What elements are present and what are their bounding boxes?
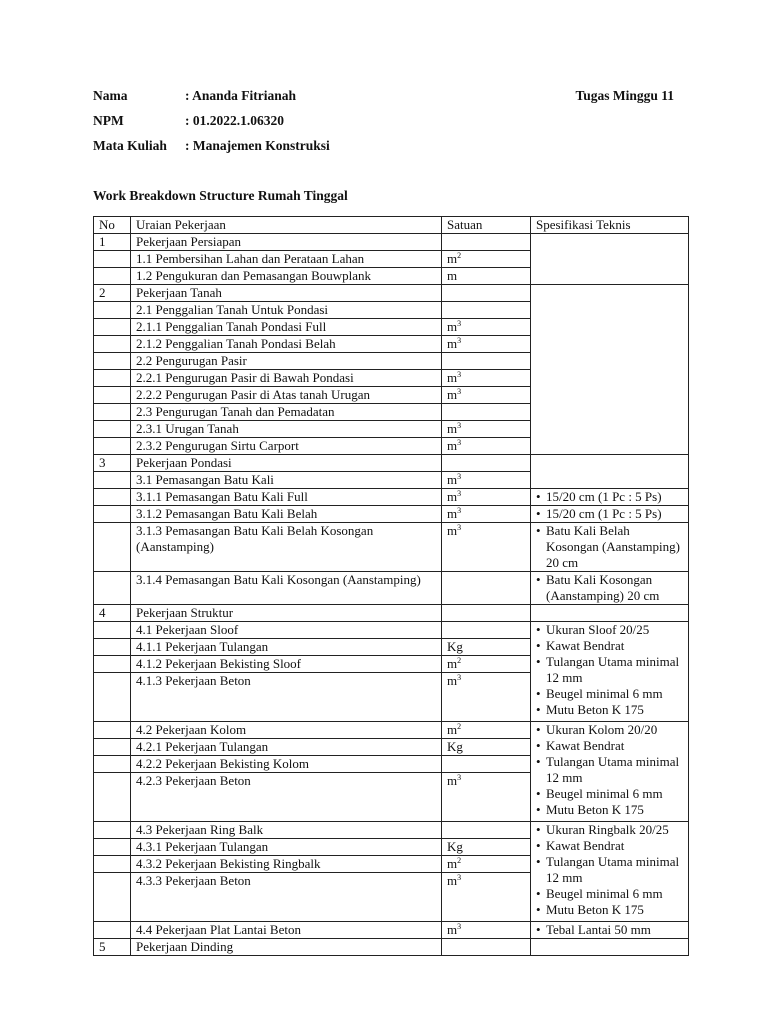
spec-item: • Beugel minimal 6 mm [536, 886, 683, 902]
cell-satuan [442, 421, 531, 438]
cell-no [94, 739, 131, 756]
cell-uraian: 2.2 Pengurugan Pasir [131, 353, 442, 370]
cell-uraian: 4.1.2 Pekerjaan Bekisting Sloof [131, 656, 442, 673]
unit-text: m [447, 472, 458, 487]
cell-satuan [442, 387, 531, 404]
cell-satuan [442, 472, 531, 489]
cell-no [94, 756, 131, 773]
spec-list [536, 489, 683, 505]
name-value: : Ananda Fitrianah [185, 88, 297, 103]
cell-satuan [442, 319, 531, 336]
table-row [94, 722, 689, 739]
cell-satuan [442, 622, 531, 639]
spec-list [536, 523, 683, 571]
cell-spesifikasi [531, 622, 689, 722]
cell-no [94, 722, 131, 739]
cell-spesifikasi [531, 939, 689, 956]
spec-item: • Mutu Beton K 175 [536, 902, 683, 918]
cell-no [94, 839, 131, 856]
cell-uraian: 3.1.3 Pemasangan Batu Kali Belah Kosongan (Aanstamping) [131, 523, 442, 572]
cell-satuan [442, 839, 531, 856]
column-header-satuan: Satuan [442, 217, 531, 234]
cell-satuan [442, 251, 531, 268]
cell-uraian: 4.3.2 Pekerjaan Bekisting Ringbalk [131, 856, 442, 873]
cell-uraian: 4.4 Pekerjaan Plat Lantai Beton [131, 922, 442, 939]
cell-uraian: 4.2 Pekerjaan Kolom [131, 722, 442, 739]
cell-satuan [442, 639, 531, 656]
cell-satuan [442, 370, 531, 387]
cell-satuan [442, 455, 531, 472]
unit-text: m [447, 722, 458, 737]
cell-uraian: 2.1 Penggalian Tanah Untuk Pondasi [131, 302, 442, 319]
cell-uraian: 4.2.3 Pekerjaan Beton [131, 773, 442, 822]
unit-text: Kg [447, 839, 463, 854]
cell-no: 4 [94, 605, 131, 622]
table-row [94, 506, 689, 523]
cell-no [94, 656, 131, 673]
cell-satuan [442, 489, 531, 506]
table-row [94, 572, 689, 605]
spec-item: • 15/20 cm (1 Pc : 5 Ps) [536, 506, 683, 522]
unit-text: m [447, 489, 458, 504]
cell-satuan [442, 605, 531, 622]
unit-exponent: 3 [457, 319, 462, 328]
unit-exponent: 3 [457, 472, 462, 481]
cell-satuan [442, 856, 531, 873]
table-row [94, 455, 689, 472]
cell-uraian: 2.1.2 Penggalian Tanah Pondasi Belah [131, 336, 442, 353]
cell-satuan [442, 822, 531, 839]
course-label: Mata Kuliah [93, 138, 167, 153]
table-row [94, 622, 689, 639]
unit-text: Kg [447, 739, 463, 754]
cell-satuan [442, 773, 531, 822]
cell-uraian: 1.2 Pengukuran dan Pemasangan Bouwplank [131, 268, 442, 285]
unit-text: m [447, 506, 458, 521]
cell-uraian: 2.1.1 Penggalian Tanah Pondasi Full [131, 319, 442, 336]
cell-no [94, 421, 131, 438]
cell-no: 2 [94, 285, 131, 302]
unit-exponent: 3 [457, 489, 462, 498]
cell-uraian: Pekerjaan Tanah [131, 285, 442, 302]
spec-item: • Kawat Bendrat [536, 738, 683, 754]
cell-no [94, 251, 131, 268]
cell-no [94, 472, 131, 489]
cell-satuan [442, 939, 531, 956]
cell-no [94, 506, 131, 523]
unit-text: m [447, 251, 458, 266]
cell-uraian: 2.3.2 Pengurugan Sirtu Carport [131, 438, 442, 455]
cell-satuan [442, 523, 531, 572]
table-row [94, 489, 689, 506]
wbs-table [93, 216, 689, 956]
unit-text: m [447, 856, 458, 871]
document-title: Work Breakdown Structure Rumah Tinggal [93, 188, 348, 203]
unit-text: m [447, 873, 458, 888]
cell-no [94, 438, 131, 455]
unit-exponent: 3 [457, 673, 462, 682]
cell-no [94, 673, 131, 722]
cell-spesifikasi [531, 523, 689, 572]
unit-exponent: 3 [457, 773, 462, 782]
spec-item: • Mutu Beton K 175 [536, 802, 683, 818]
spec-item: • Ukuran Ringbalk 20/25 [536, 822, 683, 838]
unit-text: m [447, 523, 458, 538]
npm-value: : 01.2022.1.06320 [185, 113, 284, 128]
cell-no [94, 302, 131, 319]
table-row [94, 285, 689, 302]
cell-no: 5 [94, 939, 131, 956]
cell-uraian: 3.1.4 Pemasangan Batu Kali Kosongan (Aanstamping) [131, 572, 442, 605]
cell-no [94, 639, 131, 656]
cell-no [94, 319, 131, 336]
unit-text: m [447, 387, 458, 402]
cell-satuan [442, 656, 531, 673]
spec-item: • Mutu Beton K 175 [536, 702, 683, 718]
table-row [94, 523, 689, 572]
cell-spesifikasi [531, 572, 689, 605]
unit-text: m [447, 336, 458, 351]
unit-exponent: 3 [457, 506, 462, 515]
spec-list [536, 822, 683, 918]
cell-satuan [442, 285, 531, 302]
unit-text: m [447, 922, 458, 937]
table-row [94, 605, 689, 622]
unit-exponent: 3 [457, 370, 462, 379]
cell-spesifikasi [531, 489, 689, 506]
unit-exponent: 3 [457, 387, 462, 396]
name-label: Nama [93, 88, 128, 103]
cell-no [94, 572, 131, 605]
cell-uraian: 4.1.3 Pekerjaan Beton [131, 673, 442, 722]
cell-uraian: 4.1 Pekerjaan Sloof [131, 622, 442, 639]
cell-uraian: 4.3 Pekerjaan Ring Balk [131, 822, 442, 839]
cell-no [94, 922, 131, 939]
spec-item: • Ukuran Sloof 20/25 [536, 622, 683, 638]
unit-exponent: 3 [457, 421, 462, 430]
cell-uraian: 3.1 Pemasangan Batu Kali [131, 472, 442, 489]
unit-text: Kg [447, 639, 463, 654]
cell-spesifikasi [531, 605, 689, 622]
cell-no [94, 873, 131, 922]
unit-text: m [447, 656, 458, 671]
unit-text: m [447, 319, 458, 334]
spec-item: • Tebal Lantai 50 mm [536, 922, 683, 938]
cell-satuan [442, 572, 531, 605]
cell-no: 3 [94, 455, 131, 472]
cell-satuan [442, 873, 531, 922]
table-row [94, 822, 689, 839]
cell-satuan [442, 404, 531, 421]
spec-item: • 15/20 cm (1 Pc : 5 Ps) [536, 489, 683, 505]
cell-satuan [442, 722, 531, 739]
unit-exponent: 3 [457, 438, 462, 447]
cell-no [94, 856, 131, 873]
cell-no [94, 336, 131, 353]
unit-exponent: 2 [457, 251, 462, 260]
cell-uraian: 4.1.1 Pekerjaan Tulangan [131, 639, 442, 656]
unit-exponent: 3 [457, 922, 462, 931]
table-row [94, 234, 689, 251]
cell-spesifikasi [531, 722, 689, 822]
spec-list [536, 722, 683, 818]
cell-uraian: Pekerjaan Persiapan [131, 234, 442, 251]
unit-text: m [447, 438, 458, 453]
cell-satuan [442, 336, 531, 353]
unit-text: m [447, 370, 458, 385]
task-label: Tugas Minggu 11 [575, 88, 674, 103]
cell-uraian: 3.1.1 Pemasangan Batu Kali Full [131, 489, 442, 506]
column-header-no: No [94, 217, 131, 234]
cell-spesifikasi [531, 822, 689, 922]
cell-no [94, 404, 131, 421]
cell-no [94, 268, 131, 285]
column-header-spesifikasi: Spesifikasi Teknis [531, 217, 689, 234]
cell-no [94, 822, 131, 839]
spec-item: • Batu Kali Kosongan (Aanstamping) 20 cm [536, 572, 683, 604]
cell-no: 1 [94, 234, 131, 251]
cell-no [94, 370, 131, 387]
spec-item: • Beugel minimal 6 mm [536, 786, 683, 802]
cell-satuan [442, 268, 531, 285]
unit-exponent: 2 [457, 856, 462, 865]
cell-satuan [442, 353, 531, 370]
cell-satuan [442, 506, 531, 523]
cell-uraian: 2.2.2 Pengurugan Pasir di Atas tanah Urugan [131, 387, 442, 404]
cell-satuan [442, 739, 531, 756]
table-header-row [94, 217, 689, 234]
unit-exponent: 3 [457, 336, 462, 345]
cell-no [94, 773, 131, 822]
unit-text: m [447, 673, 458, 688]
cell-spesifikasi [531, 234, 689, 285]
cell-satuan [442, 922, 531, 939]
cell-spesifikasi [531, 506, 689, 523]
course-value: : Manajemen Konstruksi [185, 138, 330, 153]
unit-exponent: 2 [457, 722, 462, 731]
cell-no [94, 489, 131, 506]
unit-text: m [447, 268, 458, 283]
table-row [94, 939, 689, 956]
cell-no [94, 622, 131, 639]
spec-item: • Tulangan Utama minimal 12 mm [536, 854, 683, 886]
unit-exponent: 2 [457, 656, 462, 665]
column-header-uraian: Uraian Pekerjaan [131, 217, 442, 234]
spec-item: • Ukuran Kolom 20/20 [536, 722, 683, 738]
cell-no [94, 353, 131, 370]
spec-list [536, 622, 683, 718]
spec-item: • Kawat Bendrat [536, 838, 683, 854]
cell-uraian: 4.2.1 Pekerjaan Tulangan [131, 739, 442, 756]
spec-list [536, 572, 683, 604]
unit-text: m [447, 773, 458, 788]
cell-uraian: 2.2.1 Pengurugan Pasir di Bawah Pondasi [131, 370, 442, 387]
cell-uraian: 4.3.1 Pekerjaan Tulangan [131, 839, 442, 856]
cell-no [94, 387, 131, 404]
npm-label: NPM [93, 113, 124, 128]
cell-no [94, 523, 131, 572]
cell-uraian: 2.3.1 Urugan Tanah [131, 421, 442, 438]
cell-satuan [442, 756, 531, 773]
cell-uraian: Pekerjaan Pondasi [131, 455, 442, 472]
cell-satuan [442, 673, 531, 722]
cell-uraian: 4.3.3 Pekerjaan Beton [131, 873, 442, 922]
spec-list [536, 922, 683, 938]
unit-text: m [447, 421, 458, 436]
spec-item: • Batu Kali Belah Kosongan (Aanstamping) 20 cm [536, 523, 683, 571]
cell-uraian: 1.1 Pembersihan Lahan dan Perataan Lahan [131, 251, 442, 268]
cell-uraian: Pekerjaan Struktur [131, 605, 442, 622]
unit-exponent: 3 [457, 873, 462, 882]
cell-uraian: 2.3 Pengurugan Tanah dan Pemadatan [131, 404, 442, 421]
cell-spesifikasi [531, 285, 689, 455]
cell-spesifikasi [531, 922, 689, 939]
cell-satuan [442, 438, 531, 455]
table-row [94, 922, 689, 939]
spec-list [536, 506, 683, 522]
cell-spesifikasi [531, 455, 689, 489]
cell-uraian: Pekerjaan Dinding [131, 939, 442, 956]
spec-item: • Tulangan Utama minimal 12 mm [536, 654, 683, 686]
cell-satuan [442, 302, 531, 319]
spec-item: • Tulangan Utama minimal 12 mm [536, 754, 683, 786]
cell-uraian: 4.2.2 Pekerjaan Bekisting Kolom [131, 756, 442, 773]
spec-item: • Beugel minimal 6 mm [536, 686, 683, 702]
cell-uraian: 3.1.2 Pemasangan Batu Kali Belah [131, 506, 442, 523]
spec-item: • Kawat Bendrat [536, 638, 683, 654]
unit-exponent: 3 [457, 523, 462, 532]
wbs-table-body [94, 217, 689, 956]
cell-satuan [442, 234, 531, 251]
